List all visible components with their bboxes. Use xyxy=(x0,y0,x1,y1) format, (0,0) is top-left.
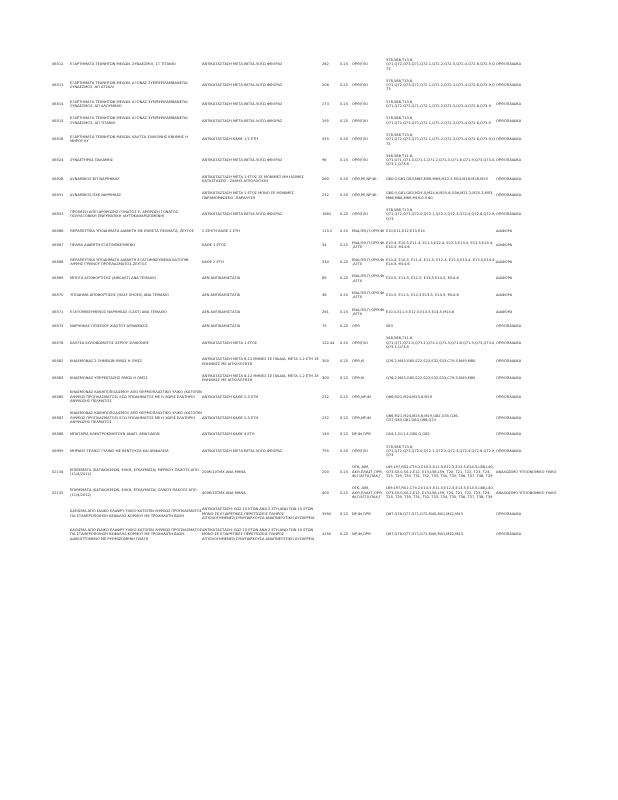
item-specialties: ΟΡΘ/Γ/ΚΙ xyxy=(352,340,368,345)
item-specialties: ΟΡΘ/Γ/ΚΙ xyxy=(352,448,368,453)
item-diagnosis-codes: 548,588,Τ11.6, Q71,Q71,Q71.0,Q71.1,Q71.2,Q71.3,Q71.8,Q71.9,Q73,Q73.0,Q73.1,Q73.8 xyxy=(386,153,496,167)
item-specialties: ΟΡΘ/Γ/ΚΙ xyxy=(352,101,368,106)
item-category: ΟΡΘΟΠΑΙΔΙΚΑ xyxy=(496,448,522,453)
table-row xyxy=(52,485,572,500)
item-price: 261 xyxy=(322,309,329,314)
table-row xyxy=(52,153,572,168)
item-code: 06585 xyxy=(52,394,64,399)
item-replacement-rule: ΑΝΤΙΚΑΤΑΣΤΑΣΗ ΜΕΤΑ 6-12 ΜΗΝΕΣ ΣΕ ΠΑΙΔΙΑ, ΜΕΤΑ 1-2 ΕΤΗ ΣΕ ΕΝΗΛΙΚΕΣ ΜΕ ΑΙΤΙΟΛΟΓΗΣΗ xyxy=(202,373,319,383)
item-price: 232 xyxy=(322,193,329,198)
item-category: ΟΡΘΟΠΑΙΔΙΚΑ xyxy=(496,83,522,88)
item-rate: 0.25 xyxy=(340,259,349,264)
item-code: 06578 xyxy=(52,340,64,345)
item-description: ΕΞΑΡΤΗΜΑΤΑ ΤΕΧΝΗΤΩΝ ΜΕΛΩΝ. ΑΞΟΝΑΣ ΣΥΜΠΕΡΙΛΑΜΒΑΝΕΤΑΙ ΣΥΝΔΕΣΜΟΣ, ΑΠ ΤΙΤΑΝΙΟ xyxy=(70,116,188,125)
item-price: 4150 xyxy=(322,532,332,537)
item-diagnosis-codes: G80.0,G81,G83,M65,M06,M89,M12.5,M14,M16,M18,M19 xyxy=(386,176,488,181)
item-category: ΟΡΘΟΠΑΙΔΙΚΑ xyxy=(496,324,522,329)
item-code: 06588 xyxy=(52,432,64,437)
item-rate: 0.25 xyxy=(340,158,349,163)
item-description: ΕΞΑΤΟΜΙΚΕΥΜΕΝΟΣ ΝΑΡΘΗΚΑΣ (CAST) ΑΝΑ ΤΕΜΑΧΙΟ xyxy=(70,309,167,314)
item-description: ΜΠΑΤΑΡΙΑ ΗΛΕΚΤΡΟΚΙΝΗΤΟΥΝ ΑΝΑΠ. ΑΜΑΞΙΔΙΟΝ xyxy=(70,432,160,437)
item-replacement-rule: ΚΑΘΕ 1 ΕΤΟΣ xyxy=(202,243,227,248)
item-description: ΚΑΘΙΣΜΑ ΑΠΟ ΕΙΔΙΚΟ ΕΛΑΦΡΥ ΥΛΙΚΟ ΚΑΤΟΠΙΝ ΛΗΨΕΩΣ ΠΡΟΠΛΑΣΜΑΤΟΣ ΓΙΑ ΣΤΑΘΕΡΟΠΟΙΗΣΗ ΚΕΦΑΛΗΣ-ΚΟΡΜΟΥ ΜΕ ΤΡΟΧΗΛΑΤΗ ΒΑΣΗ. ΔΙΑΚΟΠΤΟΜΕΝΟ ΜΕ ΡΥΘΜΙΖΟΜΕΝΗ ΠΛΑΓΗ xyxy=(70,528,202,541)
item-category: ΟΡΘΟΠΑΙΔΙΚΑ xyxy=(496,176,522,181)
item-replacement-rule: ΑΝΤΙΚΑΤΑΣΤΑΣΗ ΜΕΤΑ ΒΕΤΙΑ ΛΟΓΩ ΦΘΟΡΑΣ xyxy=(202,448,283,453)
item-rate: 0.25 xyxy=(340,293,349,298)
row-spacer xyxy=(52,542,572,548)
item-code: 06524 xyxy=(52,158,64,163)
item-diagnosis-codes: E10,E11,E12,E13,E14 xyxy=(386,228,425,233)
item-replacement-rule: ΔΕΝ ΑΝΤΙΚΑΘΙΣΤΑΤΑΙ xyxy=(202,324,241,329)
item-diagnosis-codes: Q67,Q76,Q77,G71,G72,M40,M41,M42,M43 xyxy=(386,532,463,537)
item-description: ΜΠΟΤΑ ΑΠΟΦΟΡΤΙΣΗΣ (AIRCAST) ΑΝΑ ΤΕΜΑΧΙΟ xyxy=(70,276,157,281)
table-row xyxy=(52,132,572,147)
item-category: ΑΝΑΛΩΣΙΜΟ ΥΓΕΙΟΝΟΜΙΚΟ ΥΛΙΚΟ xyxy=(496,469,557,474)
item-replacement-rule: ΑΝΤΙΚΑΤΑΣΤΑΣΗ ΚΑΘΕ 1,5 ΕΤΗ xyxy=(202,137,258,142)
item-specialties: ΕΝΔ,ΠΘ,ΓΙ,ΟΡΘ,ΦΙ ,ΑΓΓΧ xyxy=(352,290,385,300)
item-price: 115.2 xyxy=(322,228,333,233)
item-price: 232 xyxy=(322,394,329,399)
item-specialties: ΝΡ,ΦΙ,ΟΡΘ xyxy=(352,532,371,537)
item-rate: 0.25 xyxy=(340,83,349,88)
item-diagnosis-codes: L89,L97,R02,C79.2,E10.5,E11.5,E12.5,E13.5,E14.5,L88,L40,Q73,S0.0,S0.2,E12, E13,L58,L59, T20, T21, T22, T23, T24, T25, T29, T30, T31, T32, T33, T34, T35, T36, T37, T38, T39 xyxy=(386,486,494,499)
table-row xyxy=(52,389,572,404)
item-diagnosis-codes: G04.1,G11.4,G80,G,G82 xyxy=(386,432,430,437)
item-price: 79 xyxy=(322,324,327,329)
table-row xyxy=(52,273,572,284)
item-price: 200 xyxy=(322,469,329,474)
item-replacement-rule: ΑΝΤΙΚΑΤΑΣΤΑΣΗ ΜΕΤΑ 1 ΕΤΟΣ ΜΟΝΟ ΣΕ ΜΟΝΙΜΕΣ ΠΑΡΑΜΟΡΦΩΣΕΙΣ -ΠΑΡΑΛΥΣΗ xyxy=(202,191,294,200)
item-description: ΥΠΟΔΗΜΑ ΑΠΟΦΟΡΤΙΣΗΣ (HALF SHOES) ΑΝΑ ΤΕΜΑΧΙΟ xyxy=(70,293,169,298)
item-diagnosis-codes: Q76.2,M43,G65,S22,S23,S32,S33,C79.5,M49,M80 xyxy=(386,376,476,381)
item-diagnosis-codes: 578,588,Τ13,6, Q71,Q72,Q73,Q72.0,Q72.1,Q72.2,Q72.3,Q72.4,Q72.6,Q72.9,Q73 xyxy=(386,444,496,458)
table-row xyxy=(52,257,572,268)
item-specialties: ΟΡΘ/Γ/ΚΙ xyxy=(352,83,368,88)
item-code: 06582 xyxy=(52,359,64,364)
item-rate: 0.25 xyxy=(340,448,349,453)
item-description: ΣΥΝΔΕΤΗΡΑΣ ΠΑΛΑΜΗΣ xyxy=(70,158,113,163)
item-diagnosis-codes: Q66,M21,M24,M25.6,M19,G82,G35,G36, G37,G80,G81,G83,Q66,Q74 xyxy=(386,413,459,422)
item-specialties: ΕΝΔ,ΠΘ,ΓΙ,ΟΡΘ,ΦΙ ,ΑΓΓΧ xyxy=(352,274,385,283)
item-table xyxy=(52,57,572,548)
item-description: ΕΞΑΡΤΗΜΑΤΑ ΤΕΧΝΗΤΩΝ ΜΕΛΩΝ. ΣΥΝΔΕΣΜΟΙ, ΣΞ ΤΙΤΑΝΙΟ xyxy=(70,62,176,67)
item-diagnosis-codes: S83 xyxy=(386,324,393,329)
item-diagnosis-codes: 578,588,Τ13,6, Q71,Q72,Q73,Q72.0,Q72.1,Q72.2,Q72.3,Q72.4,Q72.6,Q72.9,Q73 xyxy=(386,207,496,221)
item-rate: 0.25 xyxy=(340,359,349,364)
table-row xyxy=(52,190,572,201)
item-price: 273 xyxy=(322,101,329,106)
item-rate: 0.25 xyxy=(340,276,349,281)
item-replacement-rule: ΑΝΤΙΚΑΤΑΣΤΑΣΗ ΜΕΤΑ ΒΕΤΙΑ ΛΟΓΩ ΦΘΟΡΑΣ xyxy=(202,101,283,106)
item-price: 260 xyxy=(322,176,329,181)
item-price: 300 xyxy=(322,376,329,381)
item-replacement-rule: ΑΝΤΙΚΑΤΑΣΤΑΣΗ: ΕΩΣ 10 ΕΤΩΝ ΑΝΑ 2 ΕΤΗ,ΑΝΩ ΤΩΝ 10 ΕΤΩΝ ΜΟΝΟ ΣΕ ΕΞΑΙΡΕΤΙΚΕΣ ΠΕΡΙΠΤΩΣΕΙΣ ΠΛΗΡΟΣ ΑΙΤΙΟΛΟΓΗΜΕΝΕΣ(ΣΥΝΥΠΑΡΧΟΥΣΑ ΑΝΑΠΝΕΥΣΤΙΚΗ ΔΥΣΧΕΡΕΙΑ xyxy=(202,507,315,520)
item-category: ΟΡΘΟΠΑΙΔΙΚΑ xyxy=(496,158,522,163)
table-row xyxy=(52,240,572,251)
item-category: ΟΡΘΟΠΑΙΔΙΚΑ xyxy=(496,340,522,345)
item-replacement-rule: ΑΝΤΙΚΑΤΑΣΤΑΣΗ ΜΕΤΑ ΒΕΤΙΑ ΛΟΓΩ ΦΘΟΡΑΣ xyxy=(202,118,283,123)
item-table-body xyxy=(52,57,572,548)
item-replacement-rule: ΑΝΤΙΚΑΤΑΣΤΑΣΗ ΜΕΤΑ ΒΕΤΙΑ ΛΟΓΩ ΦΘΟΡΑΣ xyxy=(202,83,283,88)
item-replacement-rule: ΑΝΤΙΚΑΤΑΣΤΑΣΗ ΜΕΤΑ 1 ΕΤΟΣ ΣΕ ΜΟΝΙΜΕΣ ΜΗ ΙΑΣΙΜΕΣ ΚΑΤΑΣΤΑΣΕΙΣ - ΣΑΘΗΣ ΑΙΤΙΟΛΟΓΗΣΗ xyxy=(202,174,304,184)
item-diagnosis-codes: 578,588,Τ13,6, Q71,Q72,Q73,Q71,Q72.1,Q72.2,Q72.3,Q72.4,Q72.6,Q72.9 xyxy=(386,99,491,109)
item-price: 96 xyxy=(322,158,327,163)
item-price: 795 xyxy=(322,448,329,453)
item-replacement-rule: 2 ΖΕΥΓΗ ΚΑΘΕ 2 ΕΤΗ xyxy=(202,228,240,233)
item-category: ΔΙΑΦΟΡΑ xyxy=(496,276,513,281)
item-category: ΟΡΘΟΠΑΙΔΙΚΑ xyxy=(496,193,522,198)
item-replacement-rule: ΑΝΤΙΚΑΤΑΣΤΑΣΗ ΜΕΤΑ ΒΕΤΙΑ ΛΟΓΩ ΦΘΟΡΑΣ xyxy=(202,212,283,217)
item-code: 06518 xyxy=(52,137,64,142)
table-row xyxy=(52,290,572,301)
item-code xyxy=(52,527,70,542)
item-description: ΜΗΡΙΑΙΟ ΤΕΛΙΚΟ ΞΥΛΙΝΟ ΜΕ ΒΕΝΤΟΥΖΑ ΚΑΙ ΑΘΦΑΛΕΙΑ xyxy=(70,448,169,453)
table-row xyxy=(52,335,572,350)
item-code: 06570 xyxy=(52,293,64,298)
item-diagnosis-codes: 578,588,Τ13,6, Q71,Q72,Q73,Q71,Q72.1,Q72.2,Q72.3,Q72.4,Q72.6,Q72.9,Q73 xyxy=(386,78,495,92)
item-category: ΟΡΘΟΠΑΙΔΙΚΑ xyxy=(496,511,522,516)
item-replacement-rule: 200€/10ΤΜΧ ΑΝΑ ΜΗΝΑ xyxy=(202,469,246,474)
row-spacer-cell xyxy=(52,542,572,548)
item-code: 06567 xyxy=(52,243,64,248)
item-description: ΠΡΟΘΕΣΗ ΑΠΕΞΑΡΘΡΩΣΗΣ ΓΟΝΑΤΟΣ Ε. ΑΡΘΡΩΣΗ ΓΟΝΑΤΟΣ ΠΟΛΥΑΞΟΝΙΚΗ ΠΝΕΥΜΑΤΙΚΗ (ΑΥΤΟΚΑΘΑΡΙΖΟΜΕΝΗ) xyxy=(70,210,179,219)
item-code: 06514 xyxy=(52,101,64,106)
item-category: ΔΙΑΦΟΡΑ xyxy=(496,243,513,248)
item-rate: 0.25 xyxy=(340,469,349,474)
item-diagnosis-codes: E10.4, E10.5, E11.4, E11.5, E12.4, E12.5,E13.4, E13.5,E14.4, E14.5, M14.6 xyxy=(386,257,496,267)
item-code: 06528 xyxy=(52,176,64,181)
item-replacement-rule: ΔΕΝ ΑΝΤΙΚΑΘΙΣΤΑΤΑΙ xyxy=(202,293,241,298)
item-replacement-rule: ΚΑΘΕ 2 ΕΤΗ xyxy=(202,259,224,264)
item-price: 232 xyxy=(322,415,329,420)
item-description: ΚΗΔΕΜΟΝΑΣ ΚΑΚΗΠΟΠΟΔΙΣΜΟΥ ΑΠΟ ΘΕΡΜΟΠΛΑΣΤΙΚΟ ΥΛΙΚΟ (ΚΑΤΟΠΙΝ ΛΗΨΕΩΣ ΠΡΟΠΛΑΣΜΑΤΟΣ) ΕΣΩ ΥΠΟΔΗΜΑΤΟΣ ΜΕ Η ΧΩΡΙΣ ΕΛΑΤΗΡΙΟ ΑΝΥΨΩΣΗΣ ΠΕΛΜΑΤΟΣ xyxy=(70,390,202,404)
item-rate: 0.25 xyxy=(340,62,349,67)
item-description: ΚΑΛΤΣΑ ΚΟΛΟΒΩΜΑΤΟΣ ΧΕΡΙΟΥ ΣΙΛΙΚΟΝΗΣ xyxy=(70,340,149,345)
item-diagnosis-codes: E10.5,E11.5,E12.5,E13.5,E14.5,M14.6 xyxy=(386,309,455,314)
item-specialties: ΟΡΘ,ΚΙ xyxy=(352,376,365,381)
table-row xyxy=(52,57,572,72)
item-code: 06553 xyxy=(52,212,64,217)
item-diagnosis-codes: L89,L97,R02,C79.2,E10.5,E11.5,E12.5,E13.5,E14.5,L88,L40,Q73,S0.0,S0.2,E12, E13,L58,L59, T20, T21, T22, T23, T24, T25, T29, T30, T31, T32, T33, T34, T35, T36, T37, T38, T39 xyxy=(386,465,494,479)
item-description: ΚΑΘΙΣΜΑ ΑΠΟ ΕΙΔΙΚΟ ΕΛΑΦΡΥ ΥΛΙΚΟ ΚΑΤΟΠΙΝ ΛΗΨΕΩΣ ΠΡΟΠΛΑΣΜΑΤΟΣ ΓΙΑ ΣΤΑΘΕΡΟΠΟΙΗΣΗ ΚΕΦΑΛΗΣ-ΚΟΡΜΟΥ ΜΕ ΤΡΟΧΗΛΑΤΗ ΒΑΣΗ xyxy=(70,509,202,518)
table-row xyxy=(52,506,572,521)
item-specialties: ΟΡΘ,ΚΙ xyxy=(352,359,365,364)
item-code xyxy=(52,506,70,521)
item-description: ΔΥΝΑΜΙΚΟΣ ΒΙΤ ΝΑΡΘΗΚΑΣ xyxy=(70,176,120,181)
item-replacement-rule: ΑΝΤΙΚΑΤΑΣΤΑΣΗ ΚΑΘΕ 2-3 ΕΤΗ xyxy=(202,394,259,399)
item-description: ΚΗΔΕΜΟΝΑΣ ΥΠΕΡΕΚΤΑΣΗΣ ΘΜΩΣ Η ΟΜΣΣ xyxy=(70,376,148,381)
item-diagnosis-codes: 578,588,Τ13,6, Q71,Q72,Q73,Q71,Q72.1,Q72.2,Q72.3,Q72.4,Q72.6,Q72.9,Q73 xyxy=(386,58,495,71)
item-diagnosis-codes: 578,588,Τ13,6, Q71,Q72,Q73,Q71,Q72.1,Q72.2,Q72.3,Q72.4,Q72.6,Q72.9,Q73 xyxy=(386,132,495,146)
item-code: 06512 xyxy=(52,62,64,67)
item-code: 06583 xyxy=(52,376,64,381)
item-category: ΟΡΘΟΠΑΙΔΙΚΑ xyxy=(496,376,522,381)
item-specialties: ΕΝΔ,ΠΘ,ΓΙ,ΟΡΘ,ΦΙ xyxy=(352,228,385,233)
item-category: ΟΡΘΟΠΑΙΔΙΚΑ xyxy=(496,118,522,123)
table-row xyxy=(52,99,572,110)
item-price: 262 xyxy=(322,62,329,67)
item-rate: 0.25 xyxy=(340,176,349,181)
item-rate: 0.25 xyxy=(340,212,349,217)
item-specialties: ΕΝΔ,ΠΘ,ΓΙ,ΟΡΘ,ΦΙ ,ΑΓΓΧ xyxy=(352,257,385,267)
item-specialties: ΟΡΘ/Γ/ΚΙ xyxy=(352,137,368,142)
item-category: ΟΡΘΟΠΑΙΔΙΚΑ xyxy=(496,432,522,437)
item-category: ΟΡΘΟΠΑΙΔΙΚΑ xyxy=(496,415,522,420)
item-price: 36 xyxy=(322,293,327,298)
item-diagnosis-codes: Q76.2,M43,G65,S22,S23,S32,S33,C79.5,M49,M80 xyxy=(386,359,476,364)
item-description: ΕΠΙΘΕΜΑΤΑ (ΚΑΤΑΚΛΙΣΕΩΝ, ΕΛΚΗ, ΕΓΚΑΥΜΑΤΑ) ΜΕΡΙΚΟΥ ΠΑΧΟΥΣ ΑΠΟ (11/4/2012) xyxy=(70,467,199,476)
item-replacement-rule: ΑΝΤΙΚΑΤΑΣΤΑΣΗ ΜΕΤΑ 6-12 ΜΗΝΕΣ ΣΕ ΠΑΙΔΙΑ, ΜΕΤΑ 1-2 ΕΤΗ ΣΕ ΕΝΗΛΙΚΕΣ ΜΕ ΑΙΤΙΟΛΟΓΗΣΗ xyxy=(202,357,319,366)
item-code: 06513 xyxy=(52,83,64,88)
item-rate: 0.25 xyxy=(340,394,349,399)
table-row xyxy=(52,207,572,222)
item-diagnosis-codes: E10.5, E11.5, E12.5, E13.5 E14.5, M14.6 xyxy=(386,276,459,281)
item-rate: 0.25 xyxy=(340,340,349,345)
item-category: ΟΡΘΟΠΑΙΔΙΚΑ xyxy=(496,101,522,106)
item-diagnosis-codes: E10.5, E11.5, E12.5,E13.5, E14.5, M14.6 xyxy=(386,293,459,298)
table-row xyxy=(52,307,572,318)
item-rate: 0.25 xyxy=(340,309,349,314)
item-rate: 0.25 xyxy=(340,376,349,381)
item-specialties: ΝΡ,ΦΙ,ΟΡΘ xyxy=(352,511,371,516)
item-price: 295 xyxy=(322,118,329,123)
table-row xyxy=(52,410,572,425)
item-diagnosis-codes: 548,588,Τ11.6, Q71,Q71,Q71.0,Q71.1,Q71.2,Q71.3,Q71.8,Q71.9,Q73,Q73.0,Q73.1,Q73.8 xyxy=(386,336,496,349)
item-category: ΟΡΘΟΠΑΙΔΙΚΑ xyxy=(496,137,522,142)
table-row xyxy=(52,373,572,384)
item-price: 330 xyxy=(322,259,329,264)
table-row xyxy=(52,356,572,367)
item-specialties: ΟΡΘ/Γ/ΚΙ xyxy=(352,158,368,163)
item-code: 06571 xyxy=(52,309,64,314)
item-specialties: ΟΡΘ/Γ/ΚΙ xyxy=(352,62,368,67)
item-rate: 0.25 xyxy=(340,490,349,495)
table-row xyxy=(52,444,572,459)
item-code: 06569 xyxy=(52,276,64,281)
item-description: ΘΕΡΑΠΕΥΤΙΚΑ ΥΠΟΔΗΜΑΤΑ ΔΙΑΒΗΤΗ ΜΕ ΕΝΘΕΤΑ ΠΕΛΜΑΤΑ, ΖΕΥΓΟΣ xyxy=(70,228,194,233)
item-category: ΟΡΘΟΠΑΙΔΙΚΑ xyxy=(496,62,522,67)
table-row xyxy=(52,174,572,185)
item-price: 400 xyxy=(322,490,329,495)
item-description: ΠΕΛΜΑ ΔΙΑΒΗΤΗ ΕΞΑΤΟΜΙΚΕΥΜΕΝΟ xyxy=(70,243,136,248)
item-rate: 0.25 xyxy=(340,324,349,329)
item-diagnosis-codes: 578,588,Τ13,6, Q71,Q72,Q73,Q71,Q72.1,Q72.2,Q72.3,Q72.4,Q72.6,Q72.9 xyxy=(386,116,491,125)
item-replacement-rule: 400€/10ΤΜΧ ΑΝΑ ΜΗΝΑ xyxy=(202,490,246,495)
table-row xyxy=(52,78,572,93)
item-rate: 0.25 xyxy=(340,137,349,142)
item-price: 122.44 xyxy=(322,340,335,345)
item-category: ΔΙΑΦΟΡΑ xyxy=(496,293,513,298)
item-code: 06566 xyxy=(52,228,64,233)
item-description: ΔΥΝΑΜΙΚΟΣ ΠΧΚ ΝΑΡΘΗΚΑΣ xyxy=(70,193,122,198)
item-description: ΕΞΑΡΤΗΜΑΤΑ ΤΕΧΝΗΤΩΝ ΜΕΛΩΝ. ΚΑΛΤΣΑ ΣΙΛΙΚΟΝΗΣ ΚΝΗΜΗΣ Η ΜΗΡΟΥ ΚΥ xyxy=(70,135,188,144)
item-price: 3950 xyxy=(322,511,332,516)
item-rate: 0.25 xyxy=(340,243,349,248)
item-code: 06551 xyxy=(52,193,64,198)
item-code: 06568 xyxy=(52,259,64,264)
item-category: ΑΝΑΛΩΣΙΜΟ ΥΓΕΙΟΝΟΜΙΚΟ ΥΛΙΚΟ xyxy=(496,490,557,495)
item-diagnosis-codes: G80.0,G81,G83,M24.5,M24.6,M25.6,G56,M21.2,M25.3,M53,M66,M68,M69,M19.0.5 60 xyxy=(386,191,494,200)
item-code: 02135 xyxy=(52,490,64,495)
item-category: ΟΡΘΟΠΑΙΔΙΚΑ xyxy=(496,212,522,217)
item-specialties: ΟΡΘ/Γ/ΚΙ xyxy=(352,118,368,123)
item-description: ΕΠΙΘΕΜΑΤΑ (ΚΑΤΑΚΛΙΣΕΩΝ, ΕΛΚΗ, ΕΓΚΑΥΜΑΤΑ) ΟΛΙΚΟΥ ΠΑΧΟΥΣ ΑΠΟ (11/4/2012) xyxy=(70,488,197,497)
item-description: ΕΞΑΡΤΗΜΑΤΑ ΤΕΧΝΗΤΩΝ ΜΕΛΩΝ. ΑΞΟΝΑΣ ΣΥΜΠΕΡΙΛΑΜΒΑΝΕΤΑΙ ΣΥΝΔΕΣΜΟΣ, ΑΠ ΑΤΣΑΛΙ xyxy=(70,81,188,90)
item-rate: 0.25 xyxy=(340,118,349,123)
item-code: 06515 xyxy=(52,118,64,123)
item-code: 02134 xyxy=(52,469,64,474)
item-rate: 0.25 xyxy=(340,101,349,106)
item-rate: 0.25 xyxy=(340,511,349,516)
item-rate: 0.25 xyxy=(340,228,349,233)
item-replacement-rule: ΑΝΤΙΚΑΤΑΣΤΑΣΗ ΚΑΘΕ 2-3 ΕΤΗ xyxy=(202,415,259,420)
item-price: 89 xyxy=(322,276,327,281)
item-replacement-rule: ΔΕΝ ΑΝΤΙΚΑΘΙΣΤΑΤΑΙ xyxy=(202,309,241,314)
item-replacement-rule: ΑΝΤΙΚΑΤΑΣΤΑΣΗ ΜΕΤΑ ΒΕΤΙΑ ΛΟΓΩ ΦΘΟΡΑΣ xyxy=(202,62,283,67)
item-diagnosis-codes: Q67,Q76,Q77,G71,G72,M40,M41,M42,M43 xyxy=(386,511,463,516)
item-diagnosis-codes: Q66,M21,M24,M25.6,M19 xyxy=(386,394,433,399)
item-code: 06587 xyxy=(52,415,64,420)
item-specialties: ΟΡΘ,ΝΡ,ΦΙ xyxy=(352,415,371,420)
item-rate: 0.25 xyxy=(340,415,349,420)
item-specialties: ΟΡΘ,ΡΕ,ΝΡ,ΦΙ xyxy=(352,176,377,181)
item-specialties: ΟΡΘ xyxy=(352,324,360,329)
item-description: ΚΗΔΕΜΟΝΑΣ 2 ΣΗΜΕΙΩΝ ΘΜΩΣ Η ΟΜΣΣ xyxy=(70,359,143,364)
item-price: 300 xyxy=(322,359,329,364)
item-rate: 0.25 xyxy=(340,193,349,198)
item-category: ΟΡΘΟΠΑΙΔΙΚΑ xyxy=(496,359,522,364)
item-replacement-rule: ΑΝΤΙΚΑΤΑΣΤΑΣΗ ΜΕΤΑ ΒΕΤΙΑ ΛΟΓΩ ΦΘΟΡΑΣ xyxy=(202,158,283,163)
item-specialties: ΕΝΔ,ΠΘ,ΓΙ,ΟΡΘ,ΦΙ ,ΑΓΓΧ xyxy=(352,307,385,316)
table-row xyxy=(52,527,572,542)
item-description: ΘΕΡΑΠΕΥΤΙΚΑ ΥΠΟΔΗΜΑΤΑ ΔΙΑΒΗΤΗ ΕΞΑΤΟΜΙΚΕΥΜΕΝΑ ΚΑΤΟΠΙΝ ΛΗΨΗΣ ΓΥΨΙΝΟΥ ΠΡΟΠΛΑΣΜΑΤΟΣ,ΖΕΥΓΟΣ xyxy=(70,257,189,267)
item-category: ΔΙΑΦΟΡΑ xyxy=(496,309,513,314)
item-rate: 0.25 xyxy=(340,432,349,437)
item-category: ΔΙΑΦΟΡΑ xyxy=(496,259,513,264)
item-specialties: ΟΓΚ, ΑΙΜ, ΑΚΘ,ΠΛΑΣΤ,ΟΡΘ, ΦΙ,Γ/ΑΓΓΧ,ΠΑΧ,Γ xyxy=(352,465,383,479)
item-price: 206 xyxy=(322,83,329,88)
item-specialties: ΟΡΘ,ΝΡ,ΦΙ xyxy=(352,394,371,399)
item-specialties: ΕΝΔ,ΠΘ,ΓΙ,ΟΡΘ,ΦΙ ,ΑΓΓΧ xyxy=(352,241,385,250)
table-row xyxy=(52,115,572,126)
item-replacement-rule: ΑΝΤΙΚΑΤΑΣΤΑΣΗ ΚΑΘΕ 4 ΕΤΗ xyxy=(202,432,255,437)
item-price: 555 xyxy=(322,137,329,142)
item-replacement-rule: ΑΝΤΙΚΑΤΑΣΤΑΣΗ: ΕΩΣ 10 ΕΤΩΝ ΑΝΑ 2 ΕΤΗ,ΑΝΩ ΤΩΝ 10 ΕΤΩΝ ΜΟΝΟ ΣΕ ΕΞΑΙΡΕΤΙΚΕΣ ΠΕΡΙΠΤΩΣΕΙΣ ΠΛΗΡΟΣ ΑΙΤΙΟΛΟΓΗΜΕΝΕΣ(ΣΥΝΥΠΑΡΧΟΥΣΑ ΑΝΑΠΝΕΥΣΤΙΚΗ ΔΥΣΧΕΡΕΙΑ xyxy=(202,528,315,541)
item-description: ΚΗΔΕΜΟΝΑΣ ΚΑΚΗΠΟΠΟΔΙΣΜΟΥ ΑΠΟ ΘΕΡΜΟΠΛΑΣΤΙΚΟ ΥΛΙΚΟ (ΚΑΤΟΠΙΝ ΛΗΨΕΩΣ ΠΡΟΠΛΑΣΜΑΤΟΣ) ΕΞΩ ΥΠΟΔΗΜΑΤΟΣ ΜΕ Η ΧΩΡΙΣ ΕΛΑΤΗΡΙΟ ΑΝΥΨΩΣΗΣ ΠΕΛΜΑΤΟΣ xyxy=(70,411,202,424)
item-specialties: ΟΓΚ, ΑΙΜ, ΑΚΘ,ΠΛΑΣΤ,ΟΡΘ, ΦΙ,Γ/ΑΓΓΧ,ΠΑΧ,Γ xyxy=(352,486,383,499)
item-diagnosis-codes: E10.4, E10.5,E11.4, E11.5,E12.4, E12.5,E13.4, E13.5,E14.4, E14.5, M14.6 xyxy=(386,241,494,250)
item-specialties: ΟΡΘ/Γ/ΚΙ xyxy=(352,212,368,217)
item-description: ΝΑΡΘΗΚΑΣ ΟΠΙΣΘΙΟΥ ΧΙΑΣΤΟΥ ΔΥΝΑΜΙΚΟΣ xyxy=(70,324,149,329)
item-category: ΟΡΘΟΠΑΙΔΙΚΑ xyxy=(496,394,522,399)
item-description: ΕΞΑΡΤΗΜΑΤΑ ΤΕΧΝΗΤΩΝ ΜΕΛΩΝ. ΑΞΟΝΑΣ ΣΥΜΠΕΡΙΛΑΜΒΑΝΕΤΑΙ ΣΥΝΔΕΣΜΟΣ, ΑΠ ΑΛΟΥΜΙΝΙΟ xyxy=(70,99,188,109)
item-replacement-rule: ΔΕΝ ΑΝΤΙΚΑΘΙΣΤΑΤΑΙ xyxy=(202,276,241,281)
item-code: 06575 xyxy=(52,324,64,329)
item-specialties: ΟΡΘ,ΡΕ,ΝΡ,ΦΙ xyxy=(352,193,377,198)
item-category: ΟΡΘΟΠΑΙΔΙΚΑ xyxy=(496,532,522,537)
item-replacement-rule: ΑΝΤΙΚΑΤΑΣΤΑΣΗ ΜΕΤΑ 1 ΕΤΟΣ xyxy=(202,340,258,345)
item-category: ΔΙΑΦΟΡΑ xyxy=(496,228,513,233)
table-row xyxy=(52,464,572,479)
item-price: 140 xyxy=(322,432,329,437)
item-price: 34 xyxy=(322,243,327,248)
item-specialties: ΝΡ,ΦΙ,ΟΡΘ xyxy=(352,432,371,437)
item-rate: 0.25 xyxy=(340,532,349,537)
item-code: 06999 xyxy=(52,448,64,453)
item-price: 1681 xyxy=(322,212,332,217)
